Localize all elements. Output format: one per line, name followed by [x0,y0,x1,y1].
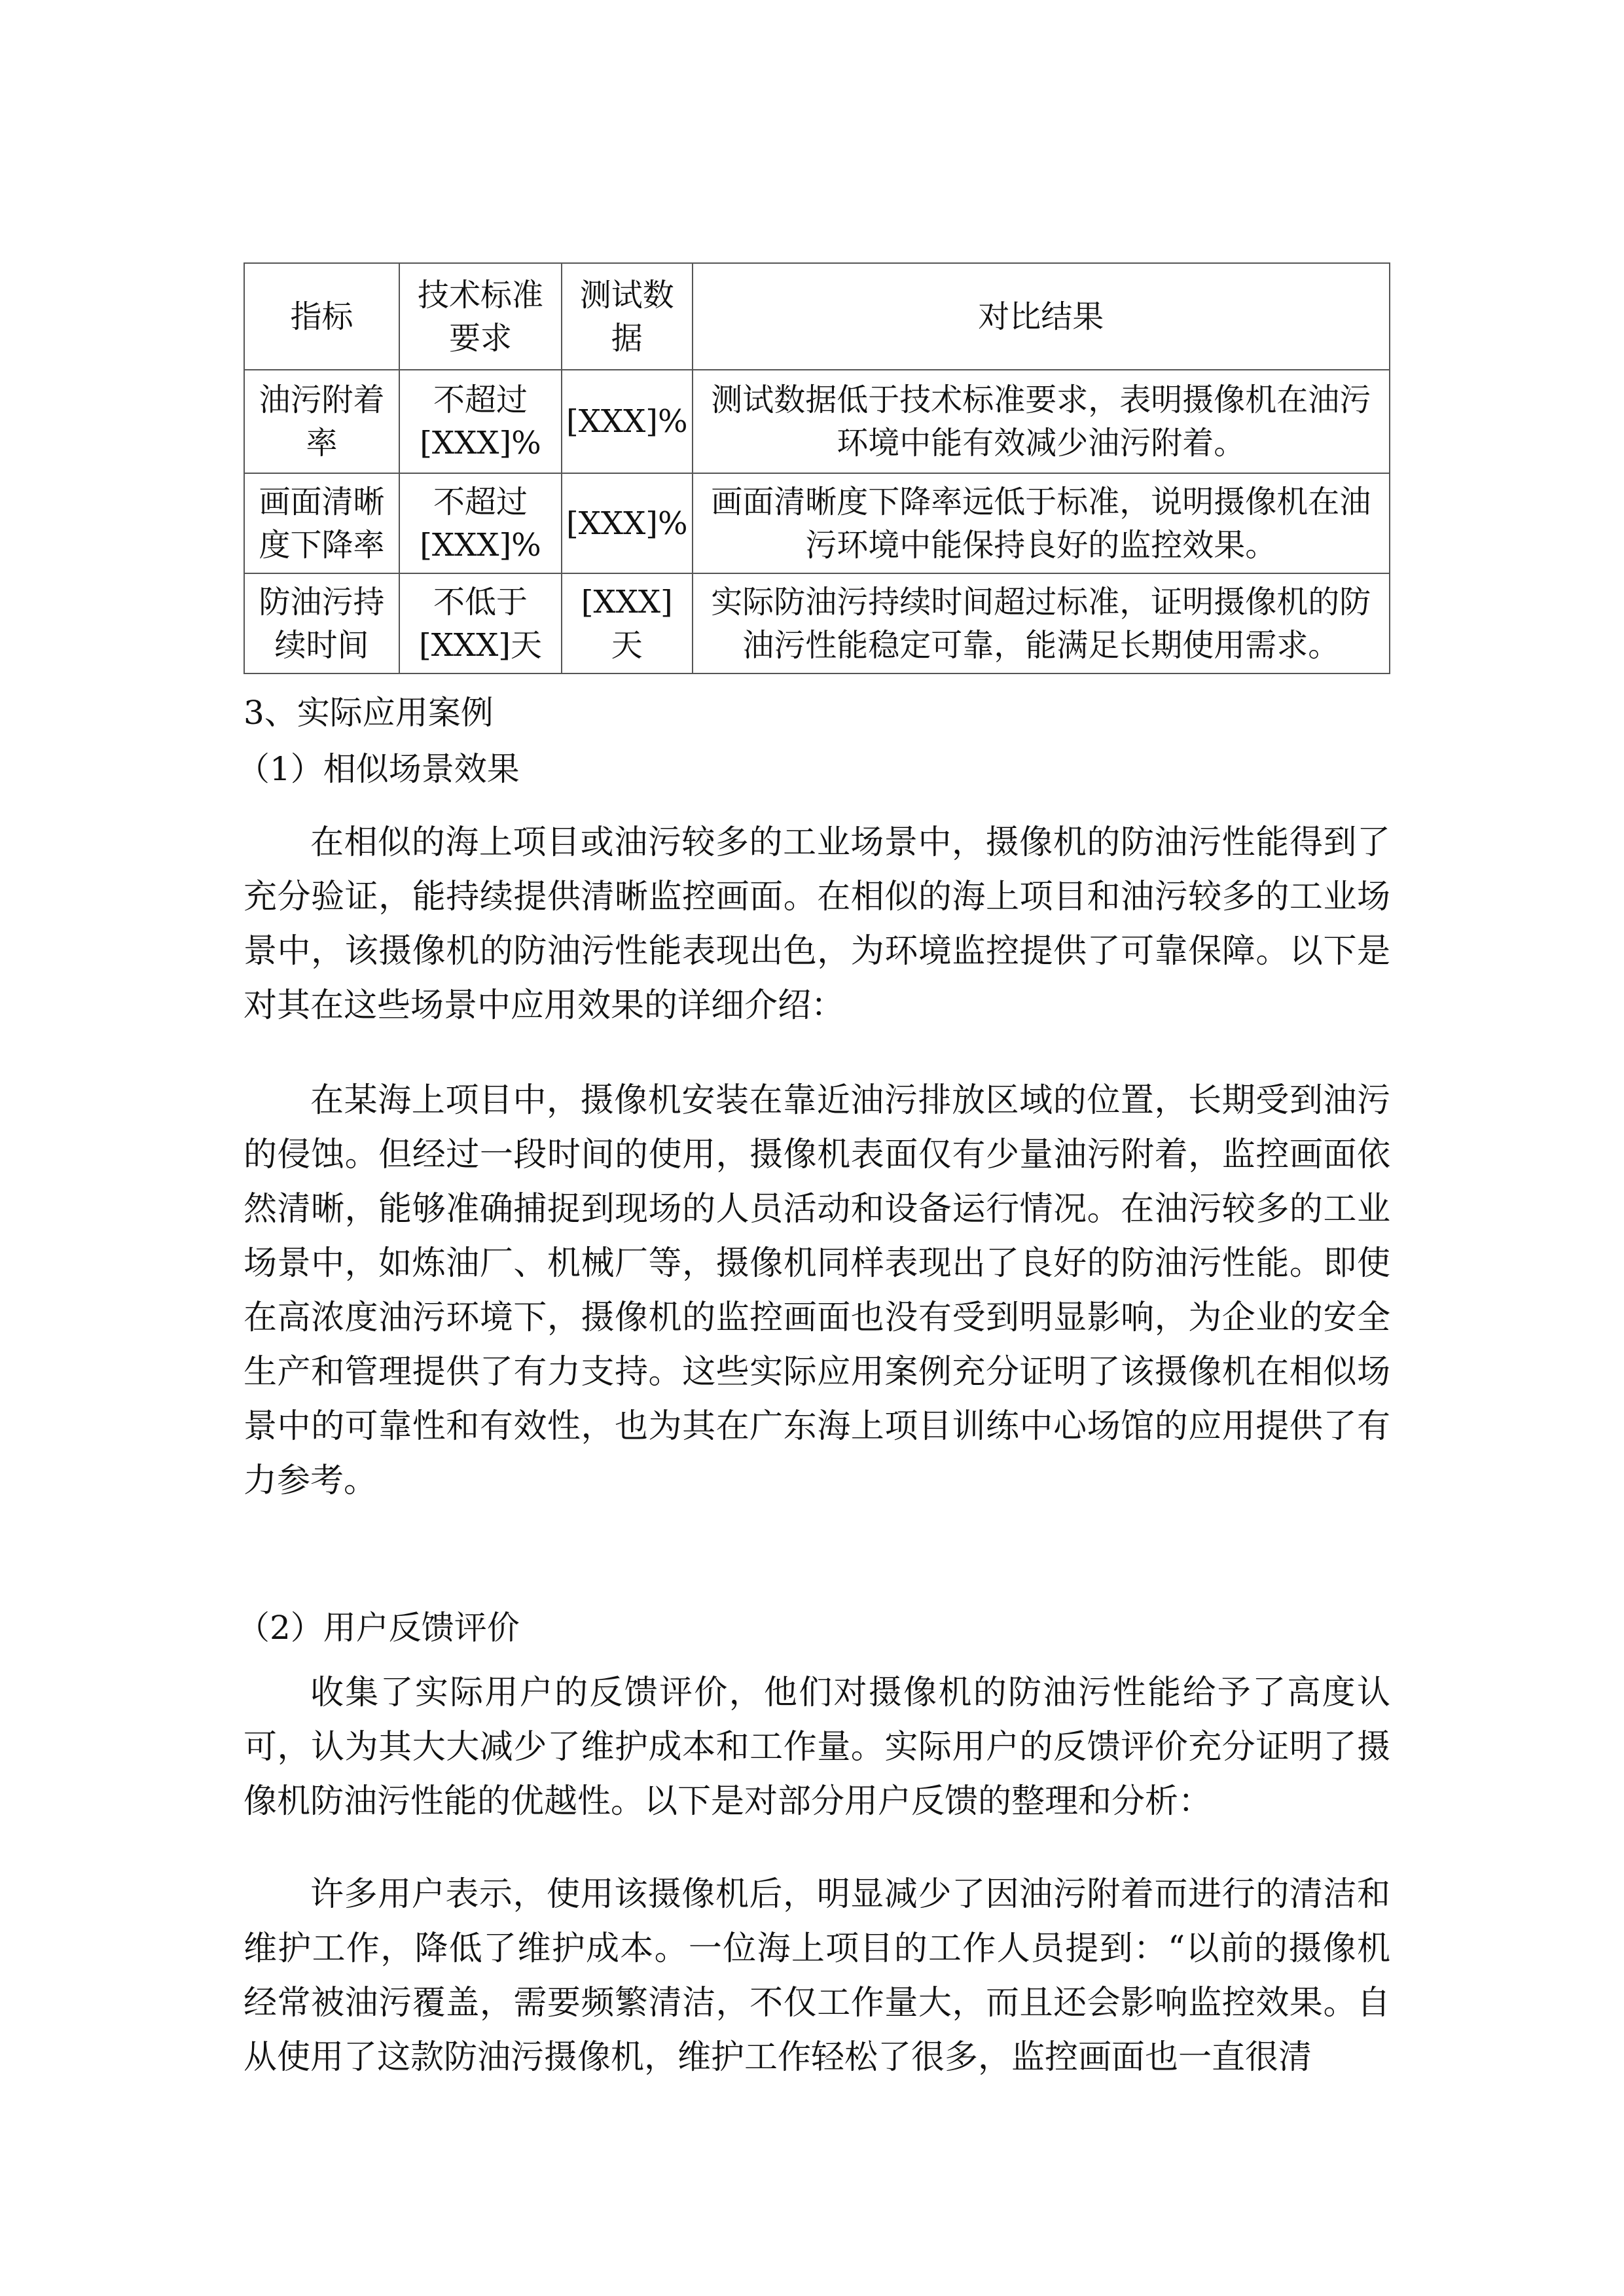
header-result [693,263,1390,370]
metric-cell [244,473,399,573]
table-row [244,473,1390,573]
standard-cell [399,473,562,573]
paragraph-line: 收集了实际用户的反馈评价，他们对摄像机的防油污性能给予了高度认 [310,1674,1390,1712]
paragraph-line: 的侵蚀。但经过一段时间的使用，摄像机表面仅有少量油污附着，监控画面依 [244,1136,1390,1174]
table-row [244,573,1390,673]
cell-line: [XXX]% [566,403,688,440]
standard-cell [399,573,562,673]
result-cell [693,370,1390,473]
paragraph-line: 充分验证，能持续提供清晰监控画面。在相似的海上项目和油污较多的工业场 [244,878,1390,916]
result-cell [693,573,1390,673]
paragraph-line: 生产和管理提供了有力支持。这些实际应用案例充分证明了该摄像机在相似场 [244,1353,1390,1391]
header-line: 测试数 [579,276,674,314]
paragraph-line: 场景中，如炼油厂、机械厂等，摄像机同样表现出了良好的防油污性能。即使 [244,1244,1390,1283]
cell-line: 防油污持 [259,583,385,620]
subheading-similar-scenes: （1）相似场景效果 [237,750,520,788]
paragraph-line: 在某海上项目中，摄像机安装在靠近油污排放区域的位置，长期受到油污 [310,1081,1390,1120]
cell-line: 率 [306,425,338,461]
metric-cell [244,573,399,673]
paragraph-line: 然清晰，能够准确捕捉到现场的人员活动和设备运行情况。在油污较多的工业 [244,1190,1390,1229]
paragraph-line: 经常被油污覆盖，需要频繁清洁，不仅工作量大，而且还会影响监控效果。自 [244,1984,1390,2022]
paragraph-line: 景中，该摄像机的防油污性能表现出色，为环境监控提供了可靠保障。以下是 [244,932,1390,971]
cell-line: [XXX]天 [581,583,673,664]
cell-line: 油污性能稳定可靠，能满足长期使用需求。 [742,626,1340,664]
table-header-row [244,263,1390,370]
cell-line: 画面清晰 [259,483,385,520]
cell-line: 续时间 [274,626,369,664]
header-line: 要求 [448,319,512,357]
test-cell [562,573,693,673]
standard-cell [399,370,562,473]
paragraph-line: 力参考。 [244,1462,378,1500]
cell-line: [XXX]% [420,526,541,564]
paragraph-line: 在高浓度油污环境下，摄像机的监控画面也没有受到明显影响，为企业的安全 [244,1299,1390,1337]
paragraph-line: 像机防油污性能的优越性。以下是对部分用户反馈的整理和分析： [244,1782,1212,1821]
cell-line: [XXX]% [566,505,688,542]
metric-cell [244,370,399,473]
cell-line: [XXX]天 [419,626,542,664]
cell-line: 不低于 [433,583,528,620]
header-line: 据 [611,319,643,357]
header-line: 技术标准 [417,276,543,314]
table-row [244,370,1390,473]
cell-line: 不超过 [433,483,528,520]
result-cell [693,473,1390,573]
paragraph-line: 从使用了这款防油污摄像机，维护工作轻松了很多，监控画面也一直很清 [244,2038,1312,2077]
paragraph-line: 许多用户表示，使用该摄像机后，明显减少了因油污附着而进行的清洁和 [310,1875,1390,1914]
comparison-table [244,262,1390,674]
paragraph [244,816,1390,1033]
cell-line: 度下降率 [259,526,385,564]
paragraph-line: 维护工作，降低了维护成本。一位海上项目的工作人员提到：“以前的摄像机 [244,1929,1390,1968]
section-heading: 3、实际应用案例 [244,694,494,732]
header-standard [399,263,562,370]
cell-line: [XXX]% [420,425,541,461]
paragraph [244,1867,1390,2085]
cell-line: 画面清晰度下降率远低于标准，说明摄像机在油 [711,483,1371,520]
header-metric [244,263,399,370]
cell-line: 油污附着 [259,382,385,418]
cell-line: 环境中能有效减少油污附着。 [837,425,1246,461]
test-cell [562,370,693,473]
cell-line: 污环境中能保持良好的监控效果。 [805,526,1277,564]
subheading-user-feedback: （2）用户反馈评价 [237,1609,520,1647]
header-line: 对比结果 [978,298,1104,335]
paragraph [244,1073,1390,1508]
cell-line: 不超过 [433,382,528,418]
paragraph-line: 在相似的海上项目或油污较多的工业场景中，摄像机的防油污性能得到了 [310,823,1390,862]
cell-line: 测试数据低于技术标准要求，表明摄像机在油污 [711,382,1371,418]
cell-line: 实际防油污持续时间超过标准，证明摄像机的防 [711,583,1371,620]
paragraph-line: 景中的可靠性和有效性，也为其在广东海上项目训练中心场馆的应用提供了有 [244,1407,1390,1446]
paragraph [244,1666,1390,1829]
header-test [562,263,693,370]
header-line: 指标 [290,298,353,335]
paragraph-line: 对其在这些场景中应用效果的详细介绍： [244,986,845,1025]
paragraph-line: 可，认为其大大减少了维护成本和工作量。实际用户的反馈评价充分证明了摄 [244,1728,1390,1767]
test-cell [562,473,693,573]
